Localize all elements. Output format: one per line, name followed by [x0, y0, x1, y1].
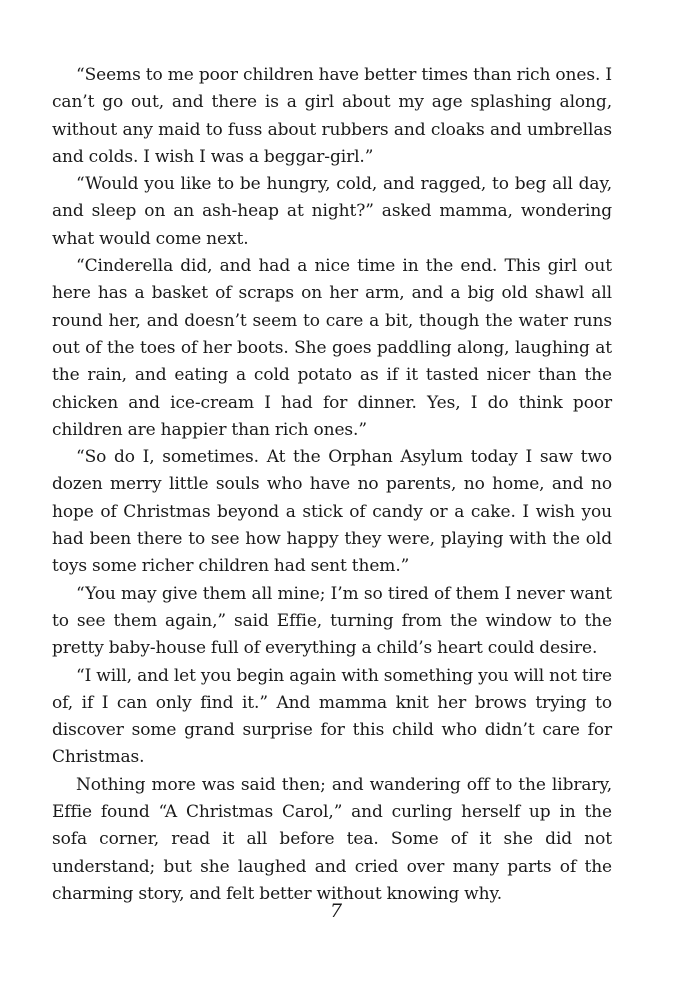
paragraph-4: “So do I, sometimes. At the Orphan Asylum today I saw two dozen merry little souls who have no parents, no home, and no hope of Christmas beyond a stick of candy or a cake. I wish you had been there to see how happy they were, playing with the old toys some richer children had sent them.”: [52, 447, 612, 577]
paragraph-3: “Cinderella did, and had a nice time in the end. This girl out here has a basket of scraps on her arm, and a big old shawl all round her, and doesn’t seem to care a bit, though the water runs out of the toes of her boots. She goes paddling along, laughing at the rain, and eating a cold potato as if it tasted nicer than the chicken and ice-cream I had for dinner. Yes, I do think poor children are happier than rich ones.”: [52, 256, 612, 440]
page-number: 7: [329, 900, 343, 922]
paragraph-1: “Seems to me poor children have better times than rich ones. I can’t go out, and there is a girl about my age splashing along, without any maid to fuss about rubbers and cloaks and umbrellas and colds. I wish I was a beggar-girl.”: [52, 65, 612, 167]
page-body: [52, 62, 612, 908]
paragraph-2: “Would you like to be hungry, cold, and ragged, to beg all day, and sleep on an ash-heap at night?” asked mamma, wondering what would come next.: [52, 174, 612, 249]
paragraph-6: “I will, and let you begin again with something you will not tire of, if I can only find it.” And mamma knit her brows trying to discover some grand surprise for this child who didn’t care for Christmas.: [52, 665, 612, 768]
paragraph-5: “You may give them all mine; I’m so tired of them I never want to see them again,” said Effie, turning from the window to the pretty baby-house full of everything a child’s heart could desire.: [52, 583, 612, 659]
paragraph-7: Nothing more was said then; and wandering off to the library, Effie found “A Christmas Carol,” and curling herself up in the sofa corner, read it all before tea. Some of it she did not understand; but she laughed and cried over many parts of the charming story, and felt better without knowing why.: [52, 774, 612, 904]
